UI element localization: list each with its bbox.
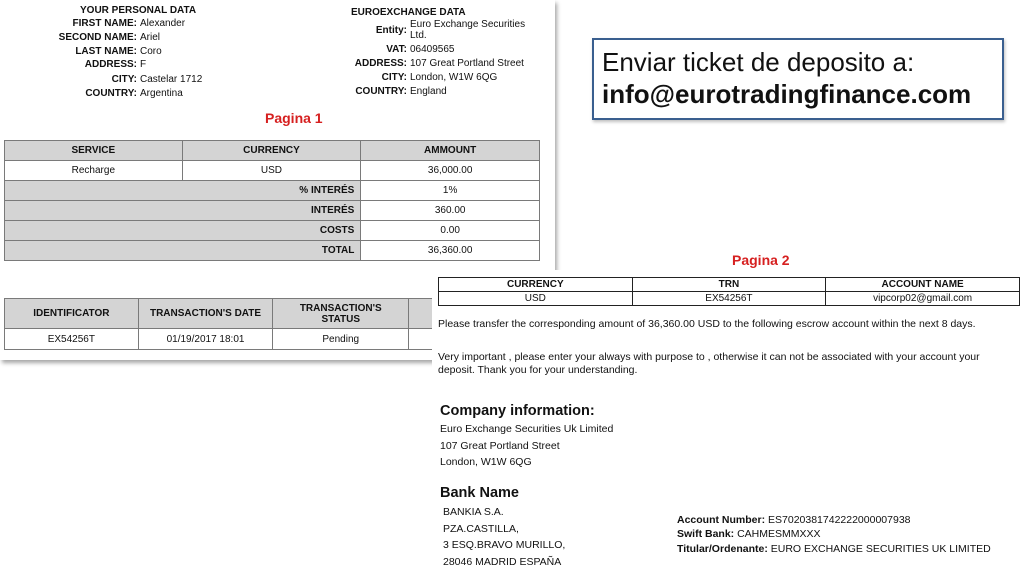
callout-email[interactable]: info@eurotradingfinance.com [602, 79, 972, 109]
important-note-line2: deposit. Thank you for your understanding. [438, 364, 638, 376]
address-row: ADDRESS: F [84, 59, 147, 70]
city-row: CITY: Castelar 1712 [111, 74, 203, 85]
personal-data-title: YOUR PERSONAL DATA [80, 5, 197, 16]
table-row: EX54256T 01/19/2017 18:01 Pending [5, 329, 436, 350]
service-table [4, 140, 540, 261]
euro-country-row: COUNTRY: England [355, 86, 447, 97]
escrow-table [438, 277, 1020, 306]
summary-row-interes-pct: % INTERÉS 1% [5, 181, 540, 201]
col-currency: CURRENCY [182, 141, 361, 161]
bank-name-title: Bank Name [440, 485, 519, 501]
col-identificator: IDENTIFICATOR [5, 299, 139, 329]
page-1-label: Pagina 1 [265, 110, 323, 126]
page-2-label: Pagina 2 [732, 252, 790, 268]
company-info-title: Company information: [440, 403, 595, 419]
col-currency: CURRENCY [439, 278, 633, 292]
second-name-row: SECOND NAME: Ariel [58, 32, 161, 43]
important-note-line1: Very important , please enter your always with purpose to , otherwise it can not be associated with your account your [438, 351, 980, 363]
table-row: USD EX54256T vipcorp02@gmail.com [439, 292, 1020, 306]
vat-row: VAT: 06409565 [386, 44, 455, 55]
bank-address-block: BANKIA S.A. PZA.CASTILLA, 3 ESQ.BRAVO MURILLO, 28046 MADRID ESPAÑA [443, 506, 566, 568]
summary-row-total: TOTAL 36,360.00 [5, 241, 540, 261]
callout-instruction: Enviar ticket de deposito a: [602, 47, 915, 77]
summary-row-interes: INTERÉS 360.00 [5, 201, 540, 221]
col-trn: TRN [632, 278, 826, 292]
escrow-table-header [439, 278, 1020, 292]
euro-city-row: CITY: London, W1W 6QG [381, 72, 498, 83]
entity-value: Euro Exchange Securities Ltd. [410, 19, 526, 41]
holder-row: Titular/Ordenante: EURO EXCHANGE SECURITIES UK LIMITED [677, 543, 991, 555]
table-row: Recharge USD 36,000.00 [5, 161, 540, 181]
transaction-table [4, 298, 436, 350]
col-transaction-status: TRANSACTION'S STATUS [273, 299, 409, 329]
deposit-ticket-callout [592, 38, 1004, 120]
first-name-row: FIRST NAME: Alexander [72, 18, 186, 29]
service-table-header [5, 141, 540, 161]
country-row: COUNTRY: Argentina [85, 88, 183, 99]
transaction-table-header [5, 299, 436, 329]
swift-row: Swift Bank: CAHMESMMXXX [677, 528, 821, 540]
invoice-page-2 [432, 252, 1024, 576]
entity-row: Entity: [375, 25, 407, 36]
euro-address-row: ADDRESS: 107 Great Portland Street [354, 58, 524, 69]
col-service: SERVICE [5, 141, 183, 161]
last-name-row: LAST NAME: Coro [75, 46, 162, 57]
euroexchange-data-title: EUROEXCHANGE DATA [351, 7, 466, 18]
summary-row-costs: COSTS 0.00 [5, 221, 540, 241]
col-account-name: ACCOUNT NAME [826, 278, 1020, 292]
col-transaction-date: TRANSACTION'S DATE [138, 299, 273, 329]
transfer-instruction: Please transfer the corresponding amount of 36,360.00 USD to the following escrow account within the next 8 days. [438, 318, 976, 330]
col-ammount: AMMOUNT [361, 141, 540, 161]
account-number-row: Account Number: ES7020381742222000007938 [677, 514, 911, 526]
company-info-block: Euro Exchange Securities Uk Limited 107 Great Portland Street London, W1W 6QG [440, 423, 614, 468]
